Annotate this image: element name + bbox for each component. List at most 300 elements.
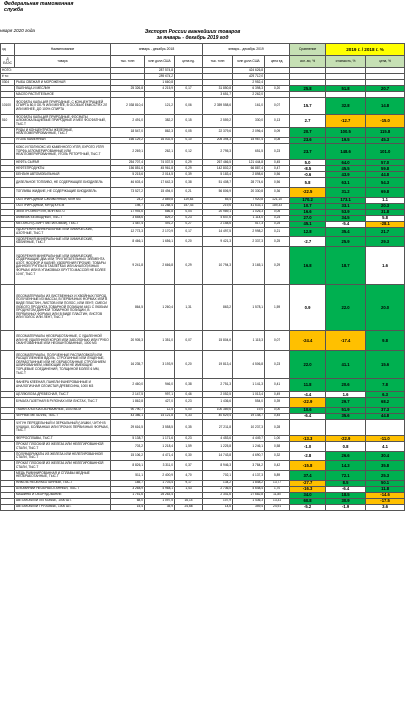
price-pct-header: цена, % <box>366 56 405 68</box>
row-usd-2018: 25 263,4 <box>145 492 175 498</box>
row-price-pct: 20.0 <box>366 285 405 331</box>
row-cost-pct: 20.6 <box>326 378 366 391</box>
row-tons-2018: 73 527,2 <box>111 187 145 197</box>
row-usd-2018: 35,9 <box>145 504 175 510</box>
row-cost-pct: 0.8 <box>326 442 366 452</box>
row-code <box>1 237 15 247</box>
row-name: МЕДЬ РАФИНИРОВАННАЯ И СПЛАВЫ МЕДНЫЕ НЕОБРАБОТАННЫЕ, ТЫС.Т <box>15 471 111 481</box>
row-tons-2018: 25 326,8 <box>111 86 145 92</box>
row-vol-pct: 15.7 <box>290 98 326 115</box>
row-cost-pct: 14.3 <box>326 461 366 471</box>
row-price-2018: 4,70 <box>175 471 203 481</box>
table-row <box>1 285 405 331</box>
row-tons-2018: 3 658,6 <box>111 215 145 221</box>
row-vol-pct: -8.5 <box>290 166 326 172</box>
row-usd-2019: 1 141,3 <box>233 378 265 391</box>
row-price-pct: 45.3 <box>366 137 405 143</box>
row-vol-pct: -6.4 <box>290 413 326 419</box>
row-price-pct: -11.0 <box>366 436 405 442</box>
row-tons-2019: 40 629,4 <box>203 413 233 419</box>
row-code <box>1 461 15 471</box>
row-price-2018: 119,83 <box>175 197 203 203</box>
row-vol-pct: -5.2 <box>290 504 326 510</box>
row-price-2019: 24,91 <box>265 504 290 510</box>
row-usd-2019: 19,0 <box>233 407 265 413</box>
row-tons-2019: 27 211,8 <box>203 419 233 436</box>
row-name: ФОСФАТЫ КАЛЬЦИЯ ПРИРОДНЫЕ, С КОНЦЕНТРАЦИЕЙ СПИРТА 80,0 ОБ.% ИЛИ МЕНЕЕ, В ОСОБЫХ ЕМКОСТЯХ 2Л ИЛИ МЕНЕЕ, ДО 100% СПИРТА <box>15 98 111 115</box>
row-price-2018: 0,05 <box>175 127 203 137</box>
row-price-pct: -28.1 <box>366 221 405 227</box>
row-vol-pct: 16.8 <box>290 246 326 284</box>
row-price-pct: 57.0 <box>366 160 405 166</box>
row-price-2019: 0,56 <box>265 172 290 178</box>
row-price-2019: 0,32 <box>265 451 290 461</box>
row-usd-2019: 517,3 <box>233 221 265 227</box>
row-cost-pct: 18.5 <box>326 492 366 498</box>
row-tons-2019: 4 647,6 <box>203 215 233 221</box>
row-usd-2019: 28 774,6 <box>233 178 265 188</box>
table-row <box>1 442 405 452</box>
row-code <box>1 178 15 188</box>
row-vol-pct: -27.7 <box>290 480 326 486</box>
row-vol-pct: 23.7 <box>290 143 326 160</box>
row-usd-2019: 1 114,0 <box>233 215 265 221</box>
table-row <box>1 178 405 188</box>
row-vol-pct: -0.6 <box>290 172 326 178</box>
row-price-2019: 0,23 <box>265 351 290 379</box>
row-tons-2018: 254 707,4 <box>111 160 145 166</box>
export-table <box>0 43 405 511</box>
row-usd-2019: 2 337,3 <box>233 237 265 247</box>
row-price-pct: 14.8 <box>366 98 405 115</box>
row-vol-pct: 0.9 <box>290 285 326 331</box>
row-price-2018: 0,07 <box>175 330 203 350</box>
row-tons-2019: 14 743,8 <box>203 451 233 461</box>
row-usd-2018: 1 218,4 <box>145 442 175 452</box>
row-name: ЛЕСОМАТЕРИАЛЫ НЕОБРАБОТАННЫЕ, С УДАЛЕННОЙ ИЛИ НЕ УДАЛЕННОЙ КОРОЙ ИЛИ ЗАБОЛОНЬЮ ИЛИ ГРУБО ОКАНТОВАННЫЕ ИЛИ НЕОКАНТОВАННЫЕ, 1000 М3 <box>15 330 111 350</box>
row-price-pct: 59.8 <box>366 166 405 172</box>
row-usd-2018: 2 014,5 <box>145 172 175 178</box>
row-price-2018: 157,43 <box>175 203 203 209</box>
row-tons-2019: 134,2 <box>203 480 233 486</box>
row-price-2018: 0,23 <box>175 215 203 221</box>
row-price-pct: 101.0 <box>366 143 405 160</box>
row-code <box>1 285 15 331</box>
total-2018: 287 574,8 <box>145 68 175 74</box>
row-price-pct: 1.1 <box>366 197 405 203</box>
row-name: ПШЕНИЦА И МЕСЛИН <box>15 86 111 92</box>
row-price-pct: -15.0 <box>366 114 405 127</box>
usd-2019-header: млн долл.США <box>233 56 265 68</box>
row-tons-2019: 51 408,7 <box>203 178 233 188</box>
row-price-2018: 0,12 <box>175 143 203 160</box>
row-usd-2018: 382,2 <box>145 114 175 127</box>
row-tons-2018: 1 862,8 <box>111 397 145 407</box>
row-price-2019: 0,36 <box>265 187 290 197</box>
row-cost-pct: 32.8 <box>326 98 366 115</box>
row-price-2018: 0,17 <box>175 227 203 237</box>
row-name: МАСЛО РАСТИТЕЛЬНОЕ <box>15 92 111 98</box>
row-name: ДИЗЕЛЬНОЕ ТОПЛИВО, НЕ СОДЕРЖАЩЕЕ БИОДИЗЕЛЬ <box>15 178 111 188</box>
row-usd-2018: 862,3 <box>145 127 175 137</box>
row-tons-2018: 15 106,2 <box>111 451 145 461</box>
row-name: ЧЕРНЫЕ МЕТАЛЛЫ, ТЫС.Т <box>15 413 111 419</box>
row-price-pct: 35.8 <box>366 461 405 471</box>
row-price-pct: 1.6 <box>366 246 405 284</box>
row-price-2019: 0,45 <box>265 160 290 166</box>
row-usd-2019: 1 013,4 <box>233 391 265 397</box>
row-price-2018: 16,14 <box>175 498 203 504</box>
row-price-2019: 0,09 <box>265 127 290 137</box>
row-cost-pct: 18.7 <box>326 246 366 284</box>
row-usd-2019: 4 137,3 <box>233 471 265 481</box>
row-usd-2018: 12,5 <box>145 407 175 413</box>
row-usd-2019: 2 898,6 <box>233 172 265 178</box>
row-name: ГАЗ ПРИРОДНЫЙ, МРЛД КУБ.М <box>15 203 111 209</box>
row-price-2019: 1,70 <box>265 486 290 492</box>
row-price-pct: 4.1 <box>366 442 405 452</box>
subtotal-2018: 289 674,2 <box>145 74 175 80</box>
org-title <box>4 1 73 13</box>
row-name: АЛЮМИНИЙ НЕОБРАБОТАННЫЙ, ТЫС.Т <box>15 486 111 492</box>
row-name: ФОСФАТЫ КАЛЬЦИЯ ПРИРОДНЫЕ, ФОСФАТЫ АЛЮМОКАЛЬЦИЕВЫЕ ПРИРОДНЫЕ И МЕЛ ФОСФАТНЫЙ, ТЫС.Т <box>15 114 111 127</box>
row-tons-2019: 702,1 <box>203 471 233 481</box>
row-cost-pct: 148.6 <box>326 143 366 160</box>
row-tons-2019: 142 802,2 <box>203 166 233 172</box>
row-usd-2019: 27 682,8 <box>233 492 265 498</box>
row-usd-2018: 3 311,0 <box>145 461 175 471</box>
row-cost-pct: 41.1 <box>326 351 366 379</box>
row-tons-2019: 863,2 <box>203 285 233 331</box>
table-row <box>1 397 405 407</box>
row-usd-2018: 14 121,8 <box>145 413 175 419</box>
row-price-pct: 5.8 <box>366 215 405 221</box>
row-vol-pct: 22.0 <box>290 351 326 379</box>
row-usd-2019: 359,4 <box>233 504 265 510</box>
row-vol-pct: -24.4 <box>290 330 326 350</box>
row-price-pct: 11.8 <box>366 486 405 492</box>
row-usd-2019: 7 920,8 <box>233 197 265 203</box>
row-price-pct: 44.8 <box>366 172 405 178</box>
price-2019-header: цена ед. <box>265 56 290 68</box>
row-cost-pct: -5.4 <box>326 221 366 227</box>
row-price-2018: 0,20 <box>175 237 203 247</box>
row-name: ФАНЕРА КЛЕЕНАЯ, ПАНЕЛИ ФАНЕРОВАННЫЕ И АНАЛОГИЧНАЯ СЛОИСТАЯ ДРЕВЕСИНА, 1000 М3 <box>15 378 111 391</box>
col-eaes-header: Д ЕАЭС <box>1 56 15 68</box>
row-usd-2018: 3 558,5 <box>145 419 175 436</box>
row-tons-2019: 2 158,6 <box>203 221 233 227</box>
row-tons-2019: 1 225,8 <box>203 442 233 452</box>
row-vol-pct: 5.0 <box>290 160 326 166</box>
row-usd-2019: 1 026,3 <box>233 209 265 215</box>
row-name: РУДЫ И КОНЦЕНТРАТЫ ЖЕЛЕЗНЫЕ, НЕАГЛОМЕРИРОВАННЫЕ, ТЫС.Т <box>15 127 111 137</box>
row-price-2019: 0,21 <box>265 227 290 237</box>
row-usd-2018: 45 961,8 <box>145 166 175 172</box>
row-tons-2018: 46 603,4 <box>111 178 145 188</box>
org-line2: служба <box>4 7 23 13</box>
row-price-pct: 69.8 <box>366 187 405 197</box>
row-cost-pct: -6.4 <box>326 486 366 492</box>
row-cost-pct: 26.6 <box>326 451 366 461</box>
row-price-2018: 1,43 <box>175 486 203 492</box>
row-cost-pct: 45.5 <box>326 166 366 172</box>
row-usd-2018: 2 666,8 <box>145 246 175 284</box>
row-tons-2018: 703,2 <box>111 442 145 452</box>
row-tons-2018: 12 773,3 <box>111 227 145 237</box>
row-price-2018: 0,38 <box>175 378 203 391</box>
row-cost-pct: 1.6 <box>326 391 366 397</box>
row-price-pct: 9.8 <box>366 330 405 350</box>
row-vol-pct: -4.4 <box>290 391 326 397</box>
row-cost-pct: -22.9 <box>326 436 366 442</box>
row-usd-2019: 20 330,8 <box>233 187 265 197</box>
row-name: НЕФТЬ СЫРАЯ <box>15 160 111 166</box>
row-tons-2018: 20 905,3 <box>111 330 145 350</box>
row-price-2018: 0,23 <box>175 397 203 407</box>
row-code <box>1 451 15 461</box>
row-usd-2019: 1 246,1 <box>233 442 265 452</box>
row-code <box>1 351 15 379</box>
row-vol-pct: 2.7 <box>290 114 326 127</box>
row-usd-2019: 10 237,3 <box>233 419 265 436</box>
row-cost-pct: 19.5 <box>326 137 366 143</box>
row-tons-2019: 2 736,0 <box>203 486 233 492</box>
row-usd-2019: 1 115,3 <box>233 330 265 350</box>
row-name: АВТОМОБИЛИ ЛЕГКОВЫЕ, 1000 ШТ. <box>15 498 111 504</box>
row-vol-pct: 11.8 <box>290 378 326 391</box>
table-row <box>1 143 405 160</box>
row-cost-pct: 72.1 <box>326 471 366 481</box>
row-cost-pct: 63.1 <box>326 178 366 188</box>
row-price-2018: 0,29 <box>175 246 203 284</box>
row-vol-pct: 45.1 <box>290 221 326 227</box>
row-tons-2018: 864,5 <box>111 285 145 331</box>
row-tons-2019: 1 436,6 <box>203 397 233 407</box>
row-price-2019: 5,89 <box>265 471 290 481</box>
row-name: АММИАК БЕЗВОДНЫЙ, ТЫС.Т <box>15 215 111 221</box>
row-name: БЕНЗИН АВТОМОБИЛЬНЫЙ <box>15 172 111 178</box>
row-cost-pct: 64.0 <box>326 160 366 166</box>
row-usd-2019: 6 398,3 <box>233 86 265 92</box>
row-vol-pct: 27.0 <box>290 215 326 221</box>
row-cost-pct: -17.4 <box>326 330 366 350</box>
row-price-2019: 0,24 <box>265 215 290 221</box>
row-name: АВТОМОБИЛИ ГРУЗОВЫЕ, 1000 ШТ. <box>15 504 111 510</box>
row-tons-2018: 43 386,1 <box>111 413 145 419</box>
row-price-2019: 0,07 <box>265 98 290 115</box>
row-cost-pct: 34.5 <box>326 215 366 221</box>
table-row <box>1 351 405 379</box>
row-usd-2018: 121,2 <box>145 98 175 115</box>
row-price-2018: 0,06 <box>175 98 203 115</box>
row-price-pct: 6.3 <box>366 391 405 397</box>
row-price-2018: 0,33 <box>175 413 203 419</box>
table-row <box>1 330 405 350</box>
row-code: 10100 <box>1 98 15 115</box>
row-price-2018: 0,37 <box>175 461 203 471</box>
row-vol-pct: 20.7 <box>290 127 326 137</box>
row-tons-2019: 2 359 558,6 <box>203 98 233 115</box>
row-code <box>1 378 15 391</box>
row-price-pct: 15.6 <box>366 351 405 379</box>
row-usd-2018: 17 642,3 <box>145 178 175 188</box>
row-usd-2019: 3 165,1 <box>233 246 265 284</box>
row-usd-2019: 1 848,2 <box>233 480 265 486</box>
row-tons-2018: 68,0 <box>111 498 145 504</box>
row-code: 0304 <box>1 80 15 86</box>
row-vol-pct: 60.8 <box>290 498 326 504</box>
subtotal-2019: 425 712,0 <box>233 74 265 80</box>
row-tons-2019: 107,9 <box>203 498 233 504</box>
report-title-line2: за январь - декабрь 2019 год <box>156 35 229 41</box>
table-row <box>1 471 405 481</box>
table-row <box>1 127 405 137</box>
row-price-2018: 0,15 <box>175 114 203 127</box>
row-price-2019: 0,29 <box>265 246 290 284</box>
row-code <box>1 143 15 160</box>
row-price-2019: 0,05 <box>265 209 290 215</box>
row-tons-2019: 14 497,5 <box>203 227 233 237</box>
row-vol-pct <box>290 419 326 436</box>
row-price-pct: 54.3 <box>366 178 405 188</box>
row-usd-2018: 262,1 <box>145 143 175 160</box>
row-usd-2018: 74 037,5 <box>145 160 175 166</box>
row-tons-2019: 22 379,6 <box>203 127 233 137</box>
row-tons-2019: 8 946,3 <box>203 461 233 471</box>
row-name: УГОЛЬ КАМЕННЫЙ <box>15 137 111 143</box>
row-price-2018: 0,29 <box>175 160 203 166</box>
table-row <box>1 461 405 471</box>
vol-pct-header: кол.-во, % <box>290 56 326 68</box>
row-cost-pct: 51.9 <box>326 407 366 413</box>
row-tons-2018: 5 215,6 <box>111 172 145 178</box>
row-price-2019: 0,41 <box>265 378 290 391</box>
row-name: КОКС И ПОЛУКОКС ИЗ КАМЕННОГО УГЛЯ, БУРОГО УГЛЯ ТОРФА АГЛОМЕРИРОВАННЫЕ ИЛИ НЕАГЛОМЕРИРОВАННЫЕ, УГОЛЬ РЕТОРТНЫЙ, ТЫС.Т <box>15 143 111 160</box>
row-usd-2018: 666,8 <box>145 209 175 215</box>
table-row <box>1 504 405 510</box>
row-price-2019: 1,00 <box>265 436 290 442</box>
row-usd-2018: 427,0 <box>145 397 175 407</box>
row-price-2019: 0,13 <box>265 114 290 127</box>
row-name: МАШИНЫ И ОБОРУДОВАНИЕ <box>15 492 111 498</box>
row-tons-2019: 4 453,6 <box>203 436 233 442</box>
row-price-2018: 0,10 <box>175 137 203 143</box>
row-name: ФЕРРОСПЛАВЫ, ТЫС.Т <box>15 436 111 442</box>
row-usd-2019: 66 887,4 <box>233 166 265 172</box>
row-tons-2018: 3 268,9 <box>111 486 145 492</box>
row-price-2018: 0,17 <box>175 86 203 92</box>
row-price-2019: 0,07 <box>265 330 290 350</box>
row-cost-pct: 43.9 <box>326 172 366 178</box>
total-2019: 424 626,8 <box>233 68 265 74</box>
row-cost-pct: -12.7 <box>326 114 366 127</box>
row-cost-pct: 53.9 <box>326 209 366 215</box>
row-vol-pct: 10.6 <box>290 407 326 413</box>
row-tons-2018: 5 138,7 <box>111 436 145 442</box>
row-name: НЕФТЕПРОДУКТЫ <box>15 166 111 172</box>
row-tons-2018: 9 241,8 <box>111 246 145 284</box>
row-usd-2018: 3 193,9 <box>145 351 175 379</box>
row-name: ПОЛУФАБРИКАТЫ ИЗ ЖЕЛЕЗА ИЛИ НЕЛЕГИРОВАННОЙ СТАЛИ, ТЫС.Т <box>15 451 111 461</box>
row-cost-pct: 31.2 <box>326 187 366 197</box>
row-usd-2018: 829,2 <box>145 215 175 221</box>
row-name: ЛЕСОМАТЕРИАЛЫ ИЗ ЛИСТВЕННЫХ И ХВОЙНЫХ ПОРОД, ПОЛУЧЕННЫЕ ИЗ МАССЫ, В ПЕРВИЧНЫХ ФОРМАХ ИЛИ В ВИДЕ ПЛАСТИН, ЛИСТОВ ИЛИ ПОЛОС, ИЛИ ЛЕНТ; СМЕСИ ЛЮБОГО ПРОДУКТА ТОВАРНОЙ ПОЗИЦИИ 4401 С ЛЮБЫМ ПРОДУКТОМ ДАННОЙ ТОВАРНОЙ ПОЗИЦИИ, В ПЕРВИЧНЫХ ФОРМАХ ИЛИ В ВИДЕ ПЛАСТИН, ЛИСТОВ ИЛИ ПОЛОС ИЛИ ЛЕНТ, ТЫС.Т <box>15 285 111 331</box>
row-usd-2019: 1 436,3 <box>233 498 265 504</box>
row-usd-2019: 330,0 <box>233 114 265 127</box>
row-price-2019: 13,77 <box>265 480 290 486</box>
row-usd-2018: 1 351,0 <box>145 330 175 350</box>
row-tons-2019: 31 850,8 <box>203 86 233 92</box>
row-tons-2019: 2 341,6 <box>203 492 233 498</box>
row-tons-2019: 10 794,3 <box>203 246 233 284</box>
table-row <box>1 246 405 284</box>
row-price-2019: 0,47 <box>265 166 290 172</box>
col-2019-header: январь - декабрь 2019 <box>203 44 290 56</box>
row-price-2018: 0,30 <box>175 451 203 461</box>
col-name-header: Наименование <box>15 44 111 56</box>
row-price-2019: 11,80 <box>265 492 290 498</box>
row-usd-2019: 19 148,7 <box>233 413 265 419</box>
row-price-2018: 1,59 <box>175 442 203 452</box>
col-code-header: од <box>1 44 15 56</box>
row-code: 510 <box>1 114 15 127</box>
row-usd-2018: 997,1 <box>145 391 175 397</box>
subtotal-label: ё то: <box>1 74 111 80</box>
row-usd-2018: 1 703,4 <box>145 480 175 486</box>
row-tons-2018: 511,1 <box>111 471 145 481</box>
row-price-2018: 0,23 <box>175 436 203 442</box>
row-cost-pct: 8.5 <box>326 480 366 486</box>
row-price-pct: 50.1 <box>366 480 405 486</box>
row-usd-2018: 946,0 <box>145 378 175 391</box>
row-code <box>1 330 15 350</box>
total-label: НОГО: <box>1 68 111 74</box>
row-tons-2018: 24,2 <box>111 197 145 203</box>
table-row <box>1 419 405 436</box>
row-usd-2019: 161,0 <box>233 98 265 115</box>
row-price-2018: 0,38 <box>175 178 203 188</box>
row-price-2019: 1,59 <box>265 285 290 331</box>
report-title <box>125 29 260 41</box>
row-tons-2018: 2 147,5 <box>111 391 145 397</box>
row-name: ГАЗ ПРИРОДНЫЙ СЖИЖЕННЫЙ, МЛН М3 <box>15 197 111 203</box>
compare-header: Сравнение <box>290 44 326 56</box>
row-tons-2019: 2 052,5 <box>203 391 233 397</box>
row-price-2018: 0,21 <box>175 187 203 197</box>
row-price-pct: 29.3 <box>366 237 405 247</box>
row-vol-pct: -22.9 <box>290 397 326 407</box>
row-cost-pct <box>326 419 366 436</box>
row-name: БУМАГА ГАЗЕТНАЯ В РУЛОНАХ ИЛИ ЛИСТАХ, ТЫС.Т <box>15 397 111 407</box>
row-price-2019: 0,56 <box>265 178 290 188</box>
row-price-2018: 0,29 <box>175 166 203 172</box>
row-tons-2019: 14,6 <box>203 504 233 510</box>
row-name: ЛЕСОМАТЕРИАЛЫ, ПОЛУЧЕННЫЕ РАСПИЛОВКОЙ ИЛИ РАСЩЕПЛЕНИЕМ ВДОЛЬ, СТРОГАННЫЕ ИЛИ ЛУЩЕНЫЕ, ОБРАБОТАННЫЕ ИЛИ НЕ ОБРАБОТАННЫЕ СТРОГАНИЕМ ШЛИФОВАНИЕМ, ИМЕЮЩИЕ ИЛИ НЕ ИМЕЮЩИЕ ТОРЦЕВЫЕ СОЕДИНЕНИЯ, ТОЛЩИНОЙ БОЛЕЕ 6 ММ, ТЫС.Т <box>15 351 111 379</box>
row-price-2019: 0,49 <box>265 391 290 397</box>
row-usd-2018: 491,2 <box>145 221 175 227</box>
report-date: нваря 2020 года <box>0 28 35 33</box>
row-usd-2019: 2 262,0 <box>233 92 265 98</box>
row-tons-2018: 2 491,0 <box>111 114 145 127</box>
row-usd-2018: 1 660,8 <box>145 80 175 86</box>
row-tons-2019: 3 651,7 <box>203 92 233 98</box>
row-tons-2019: 100 389,6 <box>203 407 233 413</box>
row-name: ЧУГУН ПЕРЕДЕЛЬНЫЙ И ЗЕРКАЛЬНЫЙ (ЧУШКИ, ЧУГУН В ЧУШКАХ, БОЛВАНКАХ ИЛИ ПРОЧИХ ПЕРВИЧНЫХ ФОРМАХ, ТЫС.Т <box>15 419 111 436</box>
col-name2-header: товара <box>15 56 111 68</box>
table-row <box>1 237 405 247</box>
row-vol-pct: 5.8 <box>290 178 326 188</box>
row-price-2018: 0,20 <box>175 351 203 379</box>
